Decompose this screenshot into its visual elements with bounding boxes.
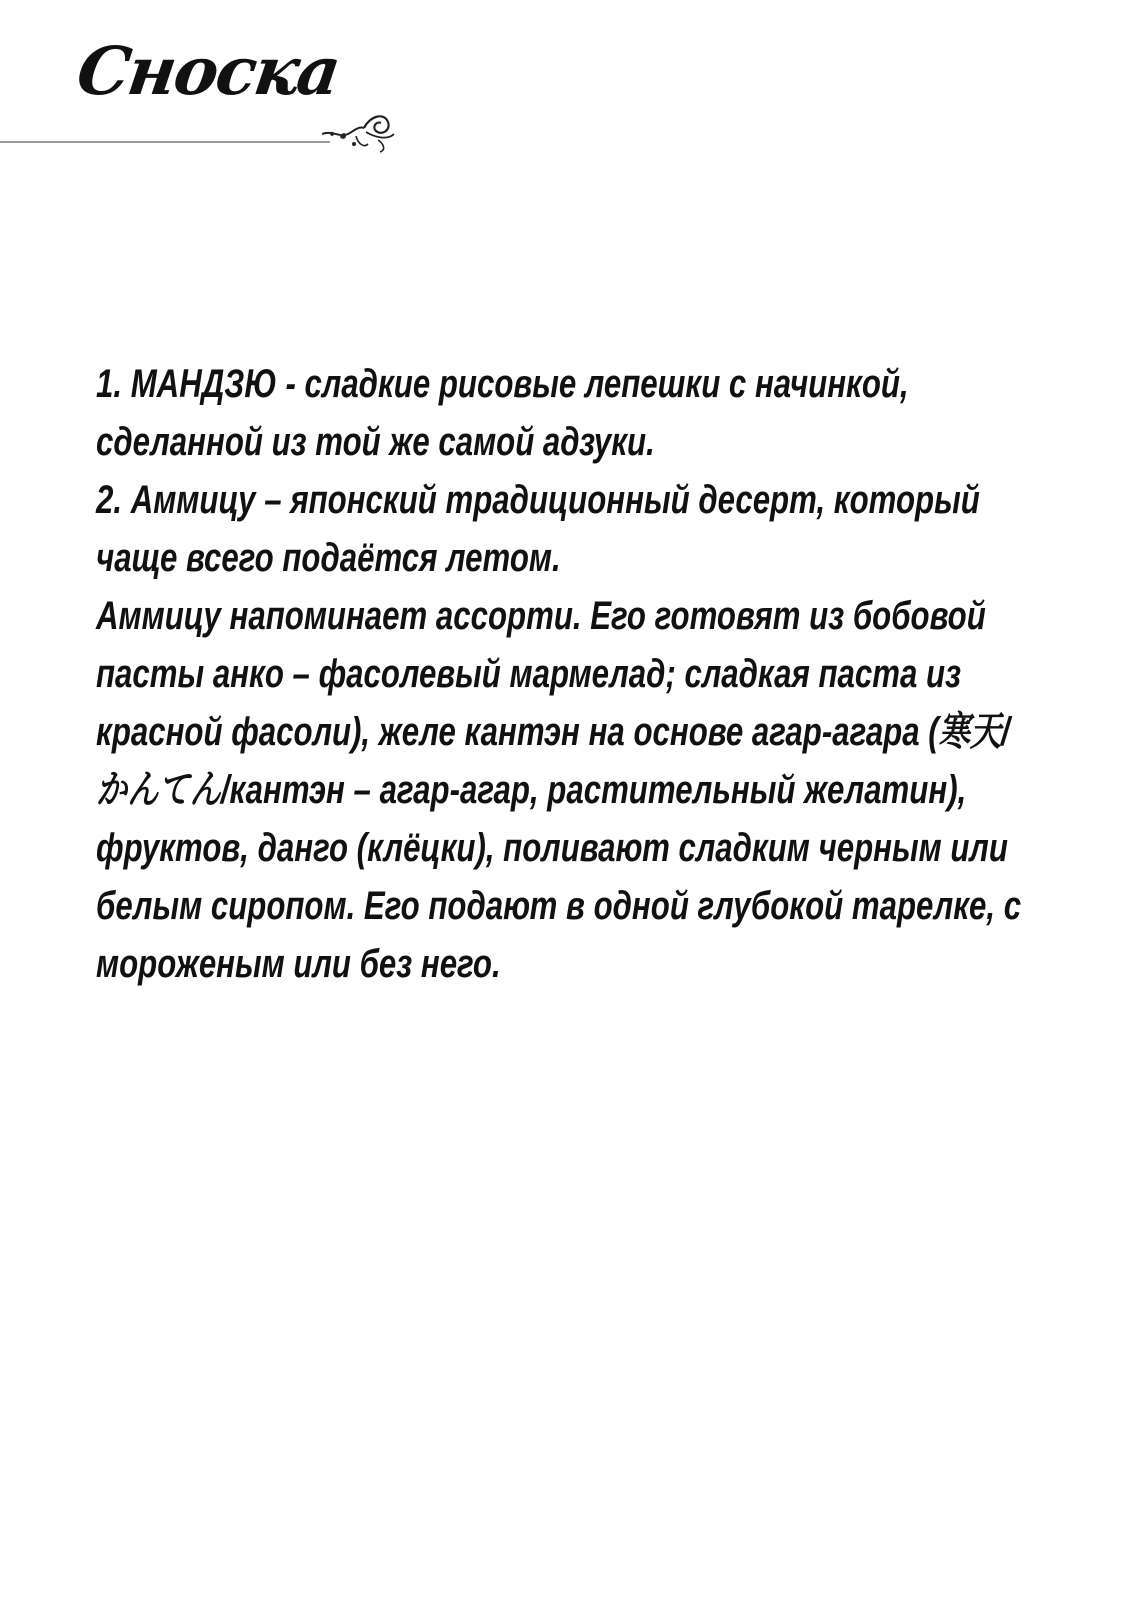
footnote-2-description: Аммицу напоминает ассорти. Его готовят из бобовой пасты анко – фасолевый мармелад; сладкая паста из красной фасоли), желе кантэн на основе агар-агара (寒天/かんてん/кантэн – агар-агар, растительный желатин), фруктов, данго (клёцки), поливают сладким черным или белым сиропом. Его подают в одной глубокой тарелке, с мороженым или без него. bbox=[96, 594, 1022, 986]
flourish-icon bbox=[318, 104, 402, 160]
page-title: Сноска bbox=[72, 32, 344, 110]
footnote-2: 2. Аммицу – японский традиционный десерт, который чаще всего подаётся летом. bbox=[96, 478, 980, 580]
footnotes-body bbox=[96, 355, 1022, 993]
header-divider bbox=[0, 141, 330, 143]
footnote-1: 1. МАНДЗЮ - сладкие рисовые лепешки с начинкой, сделанной из той же самой адзуки. bbox=[96, 362, 909, 464]
page-header bbox=[0, 0, 1141, 170]
